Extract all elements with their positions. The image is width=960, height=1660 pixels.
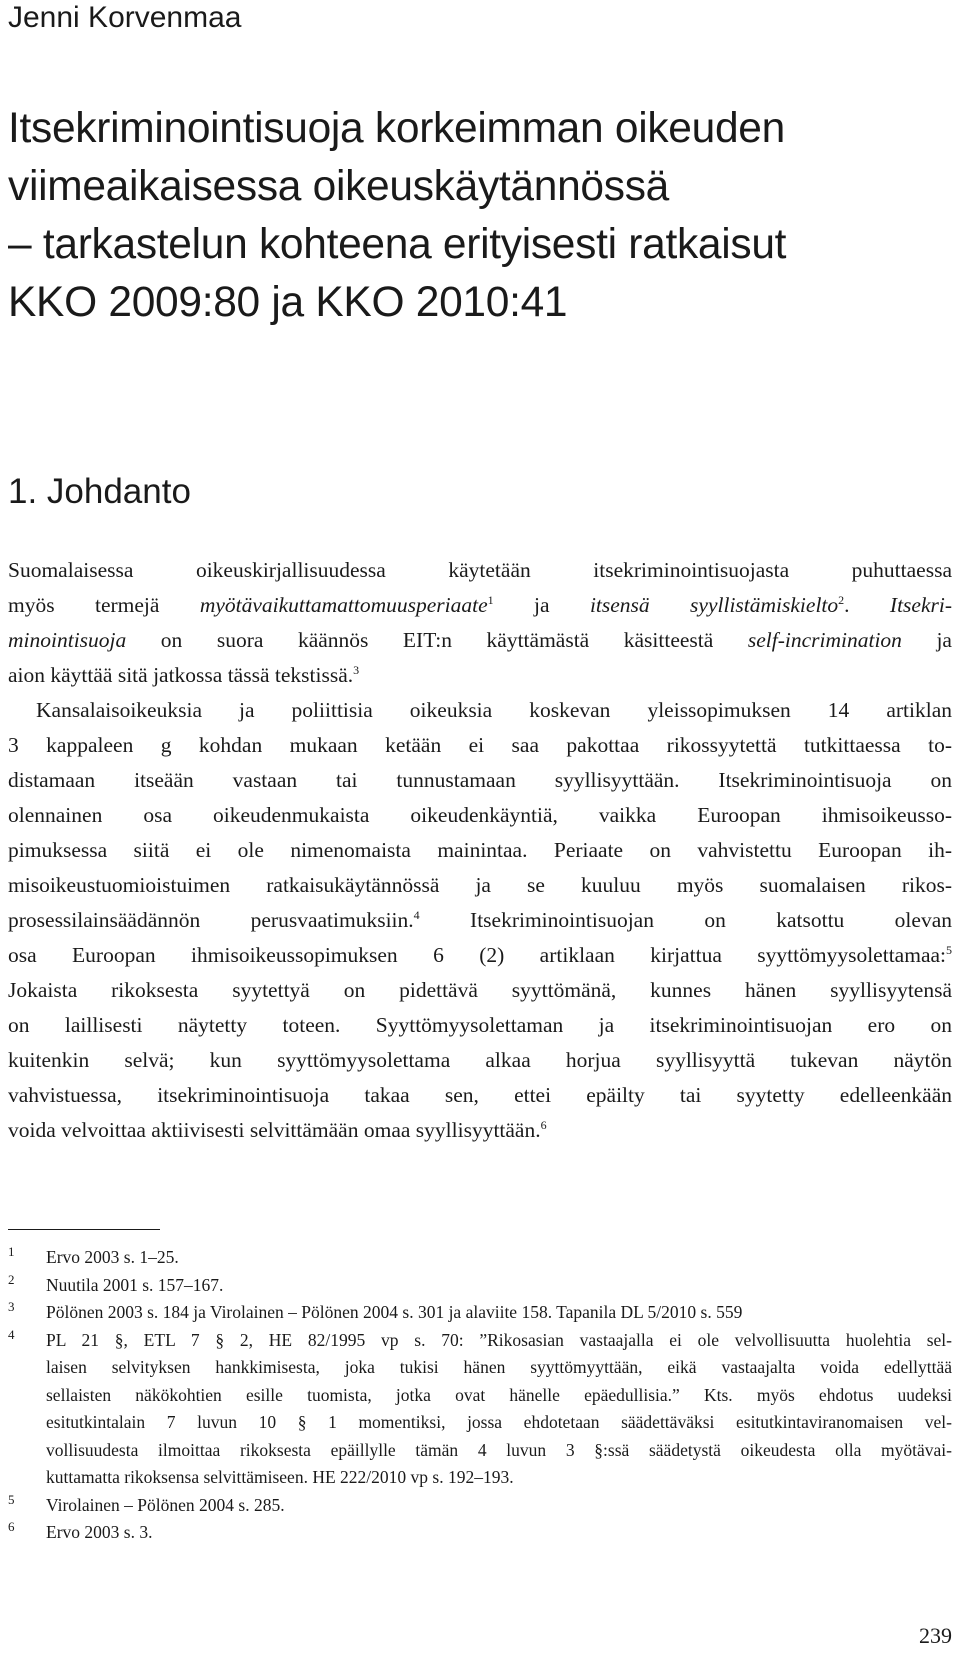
- text-span: myös termejä: [8, 593, 200, 617]
- author-name: Jenni Korvenmaa: [8, 1, 242, 34]
- footnote-number: 4: [8, 1326, 15, 1342]
- text-span: osa Euroopan ihmisoikeussopimuksen 6 (2) artiklaan kirjattua syyttömyysolettamaa:: [8, 943, 946, 967]
- footnote-line: Ervo 2003 s. 1–25.: [46, 1247, 179, 1267]
- text-line: [8, 588, 952, 623]
- footnote-line: Pölönen 2003 s. 184 ja Virolainen – Pölönen 2004 s. 301 ja alaviite 158. Tapanila DL 5/2010 s. 559: [46, 1302, 743, 1322]
- text-span: .: [844, 593, 890, 617]
- footnote-ref[interactable]: 6: [540, 1117, 547, 1132]
- text-span: prosessilainsäädännön perusvaatimuksiin.: [8, 908, 414, 932]
- title-line: KKO 2009:80 ja KKO 2010:41: [8, 279, 568, 326]
- text-line: vahvistuessa, itsekriminointisuoja takaa sen, ettei epäilty tai syytetty edelleenkään: [8, 1083, 952, 1107]
- section-heading: 1. Johdanto: [8, 472, 191, 511]
- footnote-number: 2: [8, 1271, 15, 1287]
- footnote-line: Nuutila 2001 s. 157–167.: [46, 1274, 224, 1295]
- text-line: misoikeustuomioistuimen ratkaisukäytännössä ja se kuuluu myös suomalaisen rikos-: [8, 873, 952, 897]
- text-line: Kansalaisoikeuksia ja poliittisia oikeuksia koskevan yleissopimuksen 14 artiklan: [36, 698, 952, 722]
- term-italic: self-incrimination: [747, 628, 902, 652]
- footnote-line: laisen selvityksen hankkimisesta, joka tukisi hänen syyttömyyttään, eikä vastaajalta voida edellyttää: [46, 1357, 952, 1377]
- term-italic: minointisuoja: [8, 628, 127, 652]
- term-italic: itsensä syyllistämiskielto: [589, 593, 839, 617]
- text-line: on laillisesti näytetty toteen. Syyttömyysolettaman ja itsekriminointisuojan ero on: [8, 1013, 952, 1037]
- footnote: [8, 1244, 952, 1272]
- footnote-line: Virolainen – Pölönen 2004 s. 285.: [46, 1494, 285, 1515]
- text-line: pimuksessa siitä ei ole nimenomaista mainintaa. Periaate on vahvistettu Euroopan ih-: [8, 838, 952, 862]
- text-line: [8, 623, 952, 658]
- text-line: Jokaista rikoksesta syytettyä on pidettävä syyttömänä, kunnes hänen syyllisyytensä: [8, 978, 952, 1002]
- text-line: olennainen osa oikeudenmukaista oikeudenkäyntiä, vaikka Euroopan ihmisoikeusso-: [8, 803, 952, 827]
- paragraph-2: [8, 693, 952, 1148]
- footnote-ref[interactable]: 1: [487, 592, 494, 607]
- text-line: [8, 938, 952, 973]
- text-line: 3 kappaleen g kohdan mukaan ketään ei saa pakottaa rikossyytettä tutkittaessa to-: [8, 733, 952, 757]
- footnote-ref[interactable]: 2: [838, 592, 845, 607]
- footnote: [8, 1299, 952, 1327]
- footnote-line: esitutkintalain 7 luvun 10 § 1 momentiksi, jossa ehdotetaan säädettäväksi esitutkintaviranomaisen vel-: [46, 1412, 952, 1432]
- footnote-line: kuttamatta rikoksensa selvittämiseen. HE 222/2010 vp s. 192–193.: [46, 1467, 514, 1487]
- footnote-line: sellaisten näkökohtien esille tuomista, jotka ovat hänelle epäedullisia.” Kts. myös ehdotus uudeksi: [46, 1384, 952, 1405]
- term-italic: Itsekri-: [889, 593, 953, 617]
- footnote: [8, 1272, 952, 1300]
- footnote-line: PL 21 §, ETL 7 § 2, HE 82/1995 vp s. 70: ”Rikosasian vastaajalla ei ole velvollisuutta huolehtia sel-: [46, 1329, 952, 1350]
- body-text: [8, 553, 952, 1148]
- footnote-number: 1: [8, 1244, 15, 1259]
- footnote-divider: [8, 1229, 160, 1230]
- text-line: [8, 1113, 952, 1148]
- footnote-line: vollisuudesta ilmoittaa rikoksesta epäillylle tämän 4 luvun 3 §:ssä säädetystä oikeudesta olla myötävai-: [46, 1439, 952, 1460]
- text-line: [8, 658, 952, 693]
- title-line: viimeaikaisessa oikeuskäytännössä: [8, 163, 669, 210]
- text-span: ja: [493, 593, 590, 617]
- text-span: Itsekriminointisuojan on katsottu olevan: [419, 908, 952, 932]
- footnote-number: 5: [8, 1491, 15, 1507]
- footnote: [8, 1327, 952, 1492]
- footnote-number: 3: [8, 1299, 15, 1314]
- footnote-line: Ervo 2003 s. 3.: [46, 1522, 153, 1542]
- text-line: kuitenkin selvä; kun syyttömyysolettama alkaa horjua syyllisyyttä tukevan näytön: [8, 1048, 952, 1072]
- text-line: [8, 903, 952, 938]
- term-italic: myötävaikuttamattomuusperiaate: [199, 593, 488, 617]
- footnote: [8, 1492, 952, 1520]
- footnotes: [8, 1244, 952, 1547]
- article-title: [8, 100, 948, 332]
- text-span: ja: [901, 628, 952, 652]
- paragraph-1: [8, 553, 952, 693]
- text-span: voida velvoittaa aktiivisesti selvittämään omaa syyllisyyttään.: [8, 1118, 541, 1142]
- text-line: distamaan itseään vastaan tai tunnustamaan syyllisyyttään. Itsekriminointisuoja on: [8, 768, 952, 792]
- footnote-number: 6: [8, 1519, 15, 1534]
- title-line: – tarkastelun kohteena erityisesti ratkaisut: [8, 221, 787, 268]
- text-line: Suomalaisessa oikeuskirjallisuudessa käytetään itsekriminointisuojasta puhuttaessa: [8, 558, 952, 582]
- footnote-ref[interactable]: 3: [353, 662, 360, 677]
- text-span: aion käyttää sitä jatkossa tässä tekstissä.: [8, 663, 354, 687]
- title-line: Itsekriminointisuoja korkeimman oikeuden: [8, 105, 785, 152]
- footnote-ref[interactable]: 5: [946, 942, 952, 957]
- footnote-ref[interactable]: 4: [413, 907, 420, 922]
- text-span: on suora käännös EIT:n käyttämästä käsitteestä: [126, 628, 748, 652]
- footnote: [8, 1519, 952, 1547]
- page-number: 239: [919, 1623, 952, 1648]
